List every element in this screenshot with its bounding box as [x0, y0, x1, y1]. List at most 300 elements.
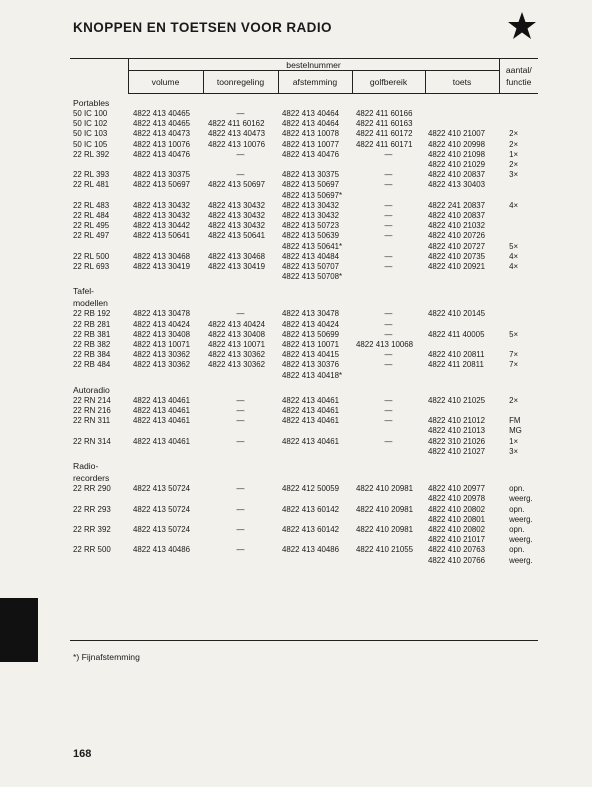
model-cell: 22 RB 281 — [73, 319, 111, 329]
afstemming-cell: 4822 413 10078 — [282, 129, 340, 139]
afstemming-cell: 4822 412 50059 — [282, 484, 340, 494]
table-row — [70, 340, 538, 350]
afstemming-cell: 4822 413 40415 — [282, 350, 340, 360]
toets-cell: 4822 410 20802 — [428, 524, 486, 534]
toonregeling-cell: 4822 413 30432 — [208, 221, 266, 231]
golfbereik-cell: — — [384, 149, 393, 159]
volume-cell — [128, 447, 203, 457]
aantal-cell — [499, 309, 538, 319]
toets-cell — [425, 371, 499, 381]
toonregeling-cell — [203, 426, 278, 436]
afstemming-cell: 4822 413 10071 — [282, 340, 340, 350]
afstemming-cell: 4822 413 40461 — [282, 395, 340, 405]
aantal-cell: 3× — [509, 170, 519, 180]
table-row — [70, 437, 538, 447]
parts-table — [70, 58, 538, 566]
golfbereik-cell: — — [384, 170, 393, 180]
toonregeling-cell: — — [236, 170, 245, 180]
afstemming-cell: 4822 413 50641* — [282, 241, 343, 251]
table-row — [70, 262, 538, 272]
aantal-cell: opn. — [509, 524, 525, 534]
volume-cell: 4822 413 50724 — [133, 504, 191, 514]
toets-cell: 4822 410 21007 — [428, 129, 486, 139]
toonregeling-cell: 4822 413 50641 — [208, 231, 266, 241]
toonregeling-cell: 4822 413 30362 — [208, 350, 266, 360]
afstemming-cell: 4822 413 40461 — [282, 436, 340, 446]
toonregeling-cell: 4822 413 30468 — [208, 251, 266, 261]
aantal-cell — [499, 191, 538, 201]
table-row — [70, 545, 538, 555]
aantal-cell: opn. — [509, 484, 525, 494]
model-cell: 22 RB 381 — [73, 329, 111, 339]
volume-cell: 4822 413 30432 — [133, 211, 191, 221]
toets-cell: 4822 310 21026 — [428, 436, 486, 446]
toets-cell: 4822 410 20977 — [428, 484, 486, 494]
table-row — [70, 140, 538, 150]
section-heading-row — [70, 297, 538, 309]
aantal-cell: 4× — [509, 200, 519, 210]
toonregeling-cell: 4822 413 50697 — [208, 180, 266, 190]
toets-header: toets — [425, 71, 499, 94]
table-row — [70, 416, 538, 426]
table-row — [70, 447, 538, 457]
toonregeling-cell: — — [236, 484, 245, 494]
volume-cell: 4822 413 40461 — [133, 395, 191, 405]
golfbereik-cell — [352, 160, 425, 170]
toonregeling-cell: — — [236, 109, 245, 118]
toets-cell: 4822 410 20998 — [428, 139, 486, 149]
toonregeling-cell: — — [236, 406, 245, 416]
afstemming-cell: 4822 413 40461 — [282, 406, 340, 416]
aantal-cell: 2× — [509, 129, 519, 139]
volume-cell — [128, 272, 203, 282]
aantal-cell — [499, 406, 538, 416]
volume-cell: 4822 413 50641 — [133, 231, 191, 241]
toonregeling-cell — [203, 535, 278, 545]
toets-cell — [425, 320, 499, 330]
volume-cell: 4822 413 40461 — [133, 416, 191, 426]
toonregeling-cell — [203, 556, 278, 566]
model-cell — [70, 447, 128, 457]
afstemming-cell: 4822 413 50699 — [282, 329, 340, 339]
model-cell: 22 RL 392 — [73, 149, 110, 159]
aantal-cell — [499, 272, 538, 282]
golfbereik-cell — [352, 272, 425, 282]
toets-cell: 4822 410 21013 — [428, 426, 486, 436]
table-row — [70, 191, 538, 201]
golfbereik-cell: 4822 411 60171 — [356, 139, 413, 149]
golfbereik-cell: 4822 410 21055 — [356, 545, 414, 555]
volume-cell: 4822 413 30375 — [133, 170, 191, 180]
aantal-cell: 7× — [509, 360, 519, 370]
volume-cell: 4822 413 40461 — [133, 406, 191, 416]
table-row — [70, 242, 538, 252]
volume-cell: 4822 413 40486 — [133, 545, 191, 555]
afstemming-cell: 4822 413 50639 — [282, 231, 340, 241]
toonregeling-cell: — — [236, 545, 245, 555]
aantal-cell: 5× — [509, 241, 519, 251]
toets-cell: 4822 410 20921 — [428, 262, 486, 272]
toets-cell: 4822 410 20735 — [428, 251, 486, 261]
toonregeling-cell: 4822 413 10076 — [208, 139, 266, 149]
table-row — [70, 556, 538, 566]
model-cell: 22 RR 293 — [73, 504, 111, 514]
aantal-cell: 2× — [509, 160, 519, 170]
toets-cell: 4822 410 20145 — [428, 309, 486, 319]
table-row — [70, 320, 538, 330]
toonregeling-cell — [203, 191, 278, 201]
toonregeling-cell: 4822 413 30362 — [208, 360, 266, 370]
golfbereik-cell — [352, 515, 425, 525]
aantal-cell — [499, 109, 538, 119]
model-column-header — [70, 59, 128, 94]
model-cell — [70, 272, 128, 282]
toets-cell: 4822 413 30403 — [428, 180, 486, 190]
volume-cell: 4822 413 30478 — [133, 309, 191, 319]
aantal-cell: 4× — [509, 262, 519, 272]
aantal-cell: 2× — [509, 139, 519, 149]
golfbereik-cell — [352, 494, 425, 504]
toets-cell: 4822 410 21098 — [428, 149, 486, 159]
golfbereik-cell: — — [384, 251, 393, 261]
toets-cell — [425, 272, 499, 282]
golfbereik-cell — [352, 447, 425, 457]
table-row — [70, 150, 538, 160]
aantal-cell: opn. — [509, 504, 525, 514]
table-row — [70, 330, 538, 340]
aantal-cell — [499, 211, 538, 221]
aantal-cell: opn. — [509, 545, 525, 555]
aantal-cell: 7× — [509, 350, 519, 360]
table-row — [70, 231, 538, 241]
afstemming-cell — [278, 494, 352, 504]
volume-cell: 4822 413 40424 — [133, 319, 191, 329]
model-cell: 22 RL 483 — [73, 200, 110, 210]
afstemming-cell: 4822 413 50707 — [282, 262, 340, 272]
section-heading: Radio- — [73, 461, 99, 472]
toets-cell: 4822 410 20766 — [428, 555, 486, 565]
toets-cell: 4822 410 21029 — [428, 160, 486, 170]
golfbereik-cell: — — [384, 262, 393, 272]
afstemming-cell: 4822 413 50708* — [282, 272, 343, 282]
toonregeling-cell: 4822 413 40424 — [208, 319, 266, 329]
afstemming-cell: 4822 413 30376 — [282, 360, 340, 370]
afstemming-cell: 4822 413 60142 — [282, 504, 340, 514]
afstemming-cell — [278, 556, 352, 566]
golfbereik-cell: — — [384, 395, 393, 405]
functie-label: functie — [506, 77, 532, 87]
aantal-cell — [499, 180, 538, 190]
golfbereik-cell: 4822 413 10068 — [356, 340, 414, 350]
volume-header: volume — [128, 71, 203, 94]
afstemming-cell: 4822 413 40484 — [282, 251, 340, 261]
afstemming-cell: 4822 413 30375 — [282, 170, 340, 180]
afstemming-cell: 4822 413 40418* — [282, 370, 343, 380]
afstemming-cell — [278, 535, 352, 545]
golfbereik-cell: 4822 410 20981 — [356, 504, 414, 514]
volume-cell: 4822 413 40476 — [133, 149, 191, 159]
section-heading: recorders — [73, 473, 110, 484]
parts-table-wrapper — [70, 58, 538, 566]
model-cell: 22 RN 216 — [73, 406, 111, 416]
section-heading-row — [70, 381, 538, 396]
golfbereik-cell: 4822 411 60172 — [356, 129, 413, 139]
toets-cell: 4822 410 20978 — [428, 494, 486, 504]
table-row — [70, 525, 538, 535]
golfbereik-cell: — — [384, 319, 393, 329]
model-cell — [70, 426, 128, 436]
toonregeling-cell: 4822 413 30419 — [208, 262, 266, 272]
toonregeling-cell: — — [236, 416, 245, 426]
toets-cell: 4822 410 20726 — [428, 231, 486, 241]
model-cell: 22 RL 484 — [73, 211, 110, 221]
model-cell — [70, 242, 128, 252]
afstemming-cell: 4822 413 30432 — [282, 200, 340, 210]
table-row — [70, 170, 538, 180]
volume-cell — [128, 242, 203, 252]
toonregeling-cell: 4822 413 30408 — [208, 329, 266, 339]
model-cell: 50 IC 103 — [73, 129, 108, 139]
model-cell: 22 RB 192 — [73, 309, 111, 319]
toonregeling-cell: 4822 413 10071 — [208, 340, 266, 350]
volume-cell — [128, 515, 203, 525]
model-cell: 50 IC 102 — [73, 119, 108, 129]
model-cell: 22 RR 392 — [73, 524, 111, 534]
aantal-cell: 2× — [509, 395, 519, 405]
golfbereik-cell: 4822 411 60163 — [356, 119, 413, 129]
volume-cell: 4822 413 40461 — [133, 436, 191, 446]
toonregeling-cell: — — [236, 395, 245, 405]
golfbereik-cell: — — [384, 211, 393, 221]
toonregeling-cell: 4822 411 60162 — [208, 119, 265, 129]
toonregeling-cell — [203, 515, 278, 525]
section-heading-row — [70, 472, 538, 484]
aantal-cell: 1× — [509, 149, 519, 159]
afstemming-cell: 4822 413 40424 — [282, 319, 340, 329]
golfbereik-cell — [352, 371, 425, 381]
aantal-cell: weerg. — [509, 494, 533, 504]
volume-cell: 4822 413 50724 — [133, 484, 191, 494]
model-cell: 50 IC 105 — [73, 139, 108, 149]
golfbereik-cell: — — [384, 329, 393, 339]
table-row — [70, 371, 538, 381]
toets-cell: 4822 241 20837 — [428, 200, 486, 210]
afstemming-cell: 4822 413 10077 — [282, 139, 340, 149]
page-number: 168 — [73, 748, 92, 760]
table-row — [70, 180, 538, 190]
model-cell: 22 RL 500 — [73, 251, 110, 261]
toets-cell — [425, 191, 499, 201]
model-cell: 50 IC 100 — [73, 109, 108, 118]
toets-cell: 4822 410 21017 — [428, 535, 486, 545]
volume-cell: 4822 413 50697 — [133, 180, 191, 190]
aantal-cell — [499, 340, 538, 350]
afstemming-header: afstemming — [278, 71, 352, 94]
model-cell: 22 RL 481 — [73, 180, 110, 190]
toets-cell: 4822 410 20837 — [428, 170, 486, 180]
golfbereik-header: golfbereik — [352, 71, 425, 94]
table-row — [70, 494, 538, 504]
model-cell: 22 RB 484 — [73, 360, 111, 370]
aantal-cell: weerg. — [509, 555, 533, 565]
table-row — [70, 129, 538, 139]
golfbereik-cell: — — [384, 406, 393, 416]
table-row — [70, 535, 538, 545]
toonregeling-cell: — — [236, 504, 245, 514]
aantal-cell — [499, 231, 538, 241]
golfbereik-cell — [352, 426, 425, 436]
afstemming-cell: 4822 413 40464 — [282, 109, 340, 118]
toets-cell: 4822 410 20837 — [428, 211, 486, 221]
toets-cell: 4822 410 21027 — [428, 446, 486, 456]
table-row — [70, 252, 538, 262]
volume-cell: 4822 413 30432 — [133, 200, 191, 210]
aantal-cell — [499, 119, 538, 129]
afstemming-cell: 4822 413 60142 — [282, 524, 340, 534]
table-row — [70, 426, 538, 436]
afstemming-cell: 4822 413 40486 — [282, 545, 340, 555]
volume-cell: 4822 413 30419 — [133, 262, 191, 272]
model-cell — [70, 191, 128, 201]
aantal-cell: weerg. — [509, 535, 533, 545]
afstemming-cell — [278, 515, 352, 525]
volume-cell: 4822 413 30442 — [133, 221, 191, 231]
section-heading: modellen — [73, 298, 108, 309]
golfbereik-cell — [352, 191, 425, 201]
volume-cell — [128, 494, 203, 504]
toets-cell: 4822 410 20811 — [428, 350, 485, 360]
toonregeling-cell: 4822 413 30432 — [208, 211, 266, 221]
aantal-cell: FM — [509, 416, 521, 426]
toonregeling-cell — [203, 447, 278, 457]
golfbereik-cell: — — [384, 221, 393, 231]
table-row — [70, 160, 538, 170]
model-cell: 22 RL 497 — [73, 231, 110, 241]
model-cell: 22 RR 290 — [73, 484, 111, 494]
volume-cell: 4822 413 10076 — [133, 139, 191, 149]
parts-table-body — [70, 94, 538, 566]
table-row — [70, 309, 538, 319]
toonregeling-cell: — — [236, 309, 245, 319]
model-cell — [70, 515, 128, 525]
volume-cell: 4822 413 30408 — [133, 329, 191, 339]
toonregeling-cell: — — [236, 524, 245, 534]
toets-cell: 4822 410 21012 — [428, 416, 486, 426]
golfbereik-cell: — — [384, 309, 393, 319]
volume-cell: 4822 413 30362 — [133, 350, 191, 360]
table-row — [70, 201, 538, 211]
toets-cell: 4822 411 40005 — [428, 329, 485, 339]
volume-cell — [128, 371, 203, 381]
toets-cell: 4822 410 20802 — [428, 504, 486, 514]
model-cell — [70, 160, 128, 170]
model-cell: 22 RR 500 — [73, 545, 111, 555]
thumb-index-tab — [0, 598, 38, 662]
volume-cell: 4822 413 30362 — [133, 360, 191, 370]
toonregeling-cell: — — [236, 436, 245, 446]
golfbereik-cell: 4822 410 20981 — [356, 484, 414, 494]
volume-cell: 4822 413 40473 — [133, 129, 191, 139]
aantal-cell: 3× — [509, 446, 519, 456]
section-heading-row — [70, 94, 538, 110]
table-row — [70, 350, 538, 360]
toonregeling-cell — [203, 160, 278, 170]
toonregeling-cell — [203, 272, 278, 282]
toets-cell — [425, 406, 499, 416]
model-cell — [70, 535, 128, 545]
toets-cell: 4822 411 20811 — [428, 360, 484, 370]
volume-cell: 4822 413 40465 — [133, 119, 191, 129]
model-cell — [70, 371, 128, 381]
star-icon — [506, 10, 538, 42]
toets-cell: 4822 410 21025 — [428, 395, 486, 405]
toonregeling-header: toonregeling — [203, 71, 278, 94]
toets-cell: 4822 410 20763 — [428, 545, 486, 555]
afstemming-cell — [278, 447, 352, 457]
afstemming-cell — [278, 160, 352, 170]
afstemming-cell: 4822 413 40476 — [282, 149, 340, 159]
table-row — [70, 396, 538, 406]
volume-cell — [128, 191, 203, 201]
table-row — [70, 109, 538, 119]
model-cell: 22 RB 384 — [73, 350, 111, 360]
table-bottom-rule — [70, 640, 538, 641]
toonregeling-cell: — — [236, 149, 245, 159]
toets-cell — [425, 119, 499, 129]
afstemming-cell: 4822 413 50697 — [282, 180, 340, 190]
golfbereik-cell: — — [384, 180, 393, 190]
toonregeling-cell — [203, 494, 278, 504]
table-row — [70, 505, 538, 515]
afstemming-cell: 4822 413 40461 — [282, 416, 340, 426]
golfbereik-cell: — — [384, 416, 393, 426]
toets-cell: 4822 410 20727 — [428, 241, 486, 251]
aantal-cell: weerg. — [509, 514, 533, 524]
toets-cell — [425, 109, 499, 119]
model-cell: 22 RB 382 — [73, 340, 111, 350]
table-row — [70, 406, 538, 416]
model-cell: 22 RN 314 — [73, 436, 111, 446]
aantal-cell: 4× — [509, 251, 519, 261]
volume-cell: 4822 413 10071 — [133, 340, 191, 350]
section-heading: Portables — [73, 98, 110, 108]
golfbereik-cell — [352, 242, 425, 252]
golfbereik-cell: — — [384, 350, 393, 360]
footnote: *) Fijnafstemming — [73, 652, 140, 662]
golfbereik-cell: — — [384, 200, 393, 210]
model-cell: 22 RL 393 — [73, 170, 110, 180]
aantal-cell — [499, 320, 538, 330]
golfbereik-cell: 4822 410 20981 — [356, 524, 414, 534]
volume-cell — [128, 160, 203, 170]
model-cell — [70, 556, 128, 566]
afstemming-cell: 4822 413 50723 — [282, 221, 340, 231]
model-cell — [70, 494, 128, 504]
table-row — [70, 515, 538, 525]
aantal-cell — [499, 371, 538, 381]
volume-cell: 4822 413 30468 — [133, 251, 191, 261]
bestelnummer-header: bestelnummer — [128, 59, 499, 71]
volume-cell: 4822 413 40465 — [133, 109, 191, 118]
table-row — [70, 211, 538, 221]
volume-cell — [128, 426, 203, 436]
aantal-cell: 1× — [509, 436, 519, 446]
afstemming-cell: 4822 413 40464 — [282, 119, 340, 129]
toonregeling-cell — [203, 242, 278, 252]
section-heading-row — [70, 282, 538, 297]
aantal-cell: MG — [509, 426, 522, 436]
toonregeling-cell: 4822 413 40473 — [208, 129, 266, 139]
